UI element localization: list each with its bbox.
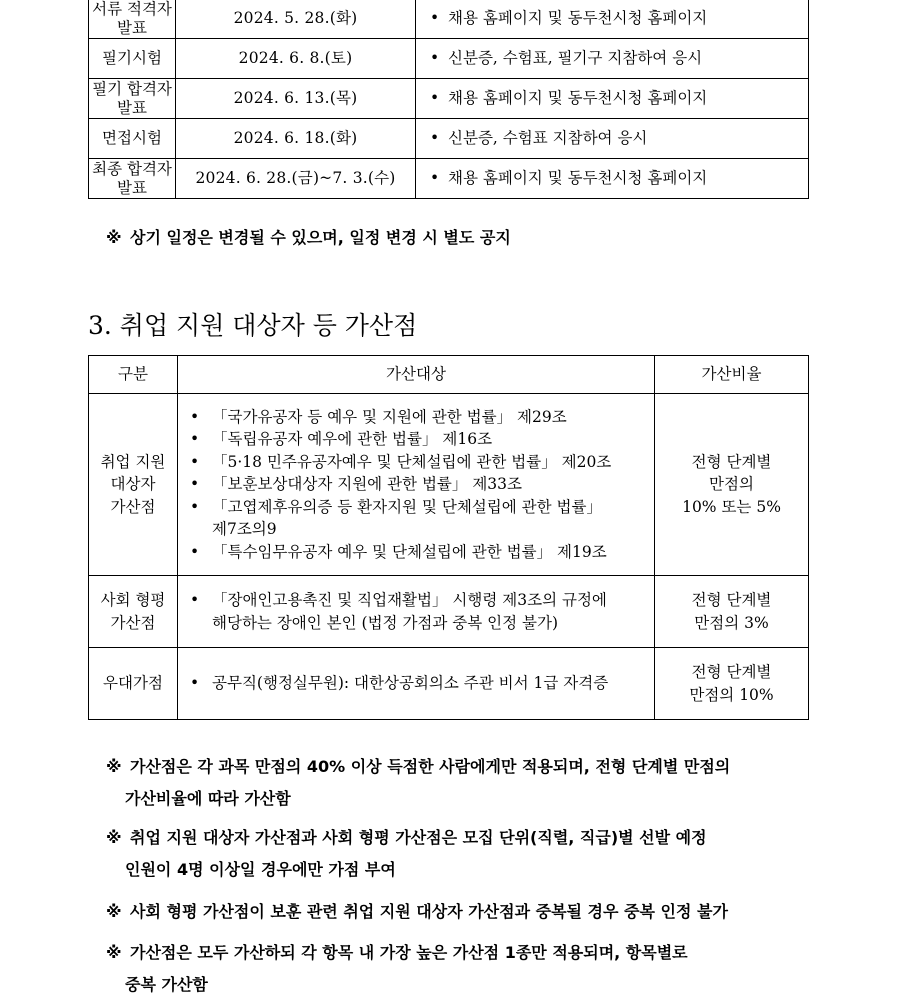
list-item: • 「독립유공자 예우에 관한 법률」 제16조 xyxy=(188,428,648,451)
note-cell: • 채용 홈페이지 및 동두천시청 홈페이지 xyxy=(416,79,809,119)
list-item: • 「5·18 민주유공자예우 및 단체설립에 관한 법률」 제20조 xyxy=(188,451,648,474)
section-title: 3. 취업 지원 대상자 등 가산점 xyxy=(88,311,418,340)
reference-mark: ※ xyxy=(106,902,122,921)
list-item: • 공무직(행정실무원): 대한상공회의소 주관 비서 1급 자격증 xyxy=(188,672,648,695)
step-cell: 필기 합격자 발표 xyxy=(89,79,176,119)
list-item: • 「장애인고용촉진 및 직업재활법」 시행령 제3조의 규정에 해당하는 장애인 본인 (법정 가점과 중복 인정 불가) xyxy=(188,589,648,634)
table-header-row xyxy=(89,356,809,394)
bullet: • xyxy=(430,9,440,27)
reference-mark: ※ xyxy=(106,943,122,962)
list-item: • 「고엽제후유의증 등 환자지원 및 단체설립에 관한 법률」 제7조의9 xyxy=(188,496,648,541)
bullet: • xyxy=(430,129,440,147)
note-cell: • 신분증, 수험표, 필기구 지참하여 응시 xyxy=(416,39,809,79)
table-row xyxy=(89,119,809,159)
header-category: 구분 xyxy=(89,356,178,394)
reference-mark: ※ xyxy=(106,757,122,776)
bullet: • xyxy=(430,49,440,67)
list-item: • 「국가유공자 등 예우 및 지원에 관한 법률」 제29조 xyxy=(188,406,648,429)
bonus-table xyxy=(88,355,809,720)
category-cell: 취업 지원 대상자 가산점 xyxy=(89,394,178,576)
target-list xyxy=(188,672,648,695)
table-row xyxy=(89,39,809,79)
step-cell: 면접시험 xyxy=(89,119,176,159)
schedule-table xyxy=(88,0,809,199)
date-cell: 2024. 6. 18.(화) xyxy=(176,119,416,159)
date-cell: 2024. 6. 8.(토) xyxy=(176,39,416,79)
note-item: ※ 취업 지원 대상자 가산점과 사회 형평 가산점은 모집 단위(직렬, 직급)별 선발 예정 인원이 4명 이상일 경우에만 가점 부여 xyxy=(106,822,707,886)
category-cell: 우대가점 xyxy=(89,648,178,720)
note-cell: • 채용 홈페이지 및 동두천시청 홈페이지 xyxy=(416,159,809,199)
list-item: • 「보훈보상대상자 지원에 관한 법률」 제33조 xyxy=(188,473,648,496)
date-cell: 2024. 6. 13.(목) xyxy=(176,79,416,119)
table-row xyxy=(89,0,809,39)
note-item: ※ 가산점은 모두 가산하되 각 항목 내 가장 높은 가산점 1종만 적용되며, 항목별로 중복 가산함 xyxy=(106,937,688,1001)
ratio-cell: 전형 단계별 만점의 3% xyxy=(655,576,809,648)
list-item: • 「특수임무유공자 예우 및 단체설립에 관한 법률」 제19조 xyxy=(188,541,648,564)
table-row xyxy=(89,394,809,576)
reference-mark: ※ xyxy=(106,228,122,247)
step-cell: 최종 합격자 발표 xyxy=(89,159,176,199)
note-cell: • 채용 홈페이지 및 동두천시청 홈페이지 xyxy=(416,0,809,39)
header-ratio: 가산비율 xyxy=(655,356,809,394)
note-cell: • 신분증, 수험표 지참하여 응시 xyxy=(416,119,809,159)
ratio-cell: 전형 단계별 만점의 10% xyxy=(655,648,809,720)
bullet: • xyxy=(430,89,440,107)
schedule-footnote: ※ 상기 일정은 변경될 수 있으며, 일정 변경 시 별도 공지 xyxy=(106,222,511,254)
step-cell: 필기시험 xyxy=(89,39,176,79)
target-cell xyxy=(178,648,655,720)
table-row xyxy=(89,79,809,119)
target-list xyxy=(188,406,648,564)
table-row xyxy=(89,576,809,648)
step-cell: 서류 적격자 발표 xyxy=(89,0,176,39)
target-list xyxy=(188,589,648,634)
note-item: ※ 가산점은 각 과목 만점의 40% 이상 득점한 사람에게만 적용되며, 전형 단계별 만점의 가산비율에 따라 가산함 xyxy=(106,751,730,815)
table-row xyxy=(89,159,809,199)
date-cell: 2024. 6. 28.(금)~7. 3.(수) xyxy=(176,159,416,199)
note-item: ※ 사회 형평 가산점이 보훈 관련 취업 지원 대상자 가산점과 중복될 경우 중복 인정 불가 xyxy=(106,896,728,928)
date-cell: 2024. 5. 28.(화) xyxy=(176,0,416,39)
header-target: 가산대상 xyxy=(178,356,655,394)
reference-mark: ※ xyxy=(106,828,122,847)
category-cell: 사회 형평 가산점 xyxy=(89,576,178,648)
target-cell xyxy=(178,576,655,648)
bullet: • xyxy=(430,169,440,187)
target-cell xyxy=(178,394,655,576)
table-row xyxy=(89,648,809,720)
ratio-cell: 전형 단계별 만점의 10% 또는 5% xyxy=(655,394,809,576)
